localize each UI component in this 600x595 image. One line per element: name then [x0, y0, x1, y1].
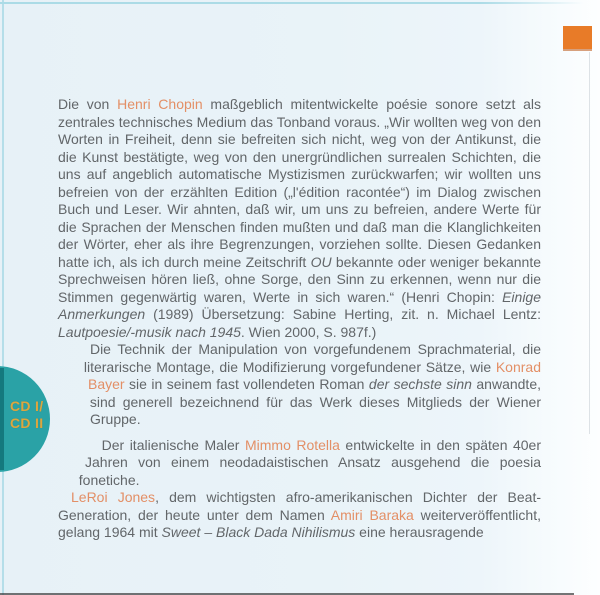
person-name: Amiri Baraka	[330, 506, 414, 523]
text-run: (1989) Übersetzung: Sabine Herting, zit. n. Michael Lentz:	[145, 306, 541, 322]
text-run: Die Technik der Manipulation von vorgefundenem Sprachmaterial, die literarische Montage, die Modifizierung vorgefundener Sätze, wie	[83, 341, 541, 375]
work-title: der sechste sinn	[368, 376, 472, 392]
corner-marker	[563, 26, 592, 49]
person-name: Mimmo Rotella	[244, 436, 340, 453]
cd-tab-line2: CD II	[10, 415, 44, 431]
text-run: bekannte oder weniger bekannte Sprechweisen hören ließ, ohne Sorge, den Sinn zu erkennen, wenn nur die Stimmen gegenwärtig waren, Werte in sich waren.“ (Henri Chopin:	[58, 253, 541, 305]
text-run: eine herausragende	[355, 524, 484, 540]
paragraph	[58, 437, 541, 490]
cd-tab-line1: CD I/	[10, 398, 44, 414]
work-title: OU	[310, 253, 332, 270]
paragraph	[58, 489, 541, 542]
text-run: weiterveröffentlicht, gelang 1964 mit	[58, 506, 541, 540]
text-run: maßgeblich mitentwickelte poésie sonore setzt als zentrales technisches Medium das Tonband voraus. „Wir wollten weg von den Worten in Freiheit, denn sie befreiten sich nicht, weg von der Antikunst, die die Kunst bestätigte, weg von den unergründlichen surrealen Schichten, die uns auf angeblich automatische Mystizismen zurückwarfen; wir wollten uns befreien von der erzählten Edition („l'édition racontée“) im Dialog zwischen Buch und Leser. Wir ahnten, daß wir, um uns zu befreien, andere Werte für die Sprachen der Menschen finden mußten und daß man die Klanglichkeiten der Wörter, eher als ihre Begrenzungen, vorziehen sollte. Diesen Gedanken hatte ich, als ich durch meine Zeitschrift	[58, 96, 541, 270]
left-edge-line	[2, 0, 4, 595]
text-run: Die von	[58, 96, 118, 112]
text-run: , dem wichtigsten afro-amerikanischen Dichter der Beat-Generation, der heute unter dem Namen	[58, 489, 542, 523]
person-name: Henri Chopin	[117, 96, 203, 112]
paragraph	[58, 341, 541, 429]
text-run: Der italienische Maler	[101, 436, 245, 453]
cd-tab-label	[10, 398, 43, 432]
paragraph	[58, 96, 541, 341]
text-run: anwandte, sind generell bezeichnend für das Werk dieses Mitglieds der Wiener Gruppe.	[89, 376, 541, 427]
person-name: LeRoi Jones	[71, 489, 156, 505]
text-run: entwickelte in den späten 40er Jahren von einem neodadaistischen Ansatz ausgehend die poesia fonetiche.	[78, 436, 541, 488]
wrapped-paragraph-block	[58, 341, 541, 542]
body-text	[58, 96, 541, 542]
top-edge-line	[0, 2, 584, 4]
text-run: . Wien 2000, S. 987f.)	[240, 323, 377, 340]
person-name: Konrad Bayer	[88, 358, 541, 392]
text-run: sie in seinem fast vollendeten Roman	[124, 376, 369, 392]
left-edge-dark-strip	[0, 368, 4, 470]
opening-paragraph-block	[58, 96, 541, 341]
cd-index-tab	[0, 366, 50, 472]
work-title: Sweet – Black Dada Nihilismus	[161, 524, 356, 540]
page-edge-shadow	[589, 52, 590, 434]
work-title: Einige Anmerkungen	[58, 288, 541, 322]
work-title: Lautpoesie/-musik nach 1945	[58, 323, 241, 340]
